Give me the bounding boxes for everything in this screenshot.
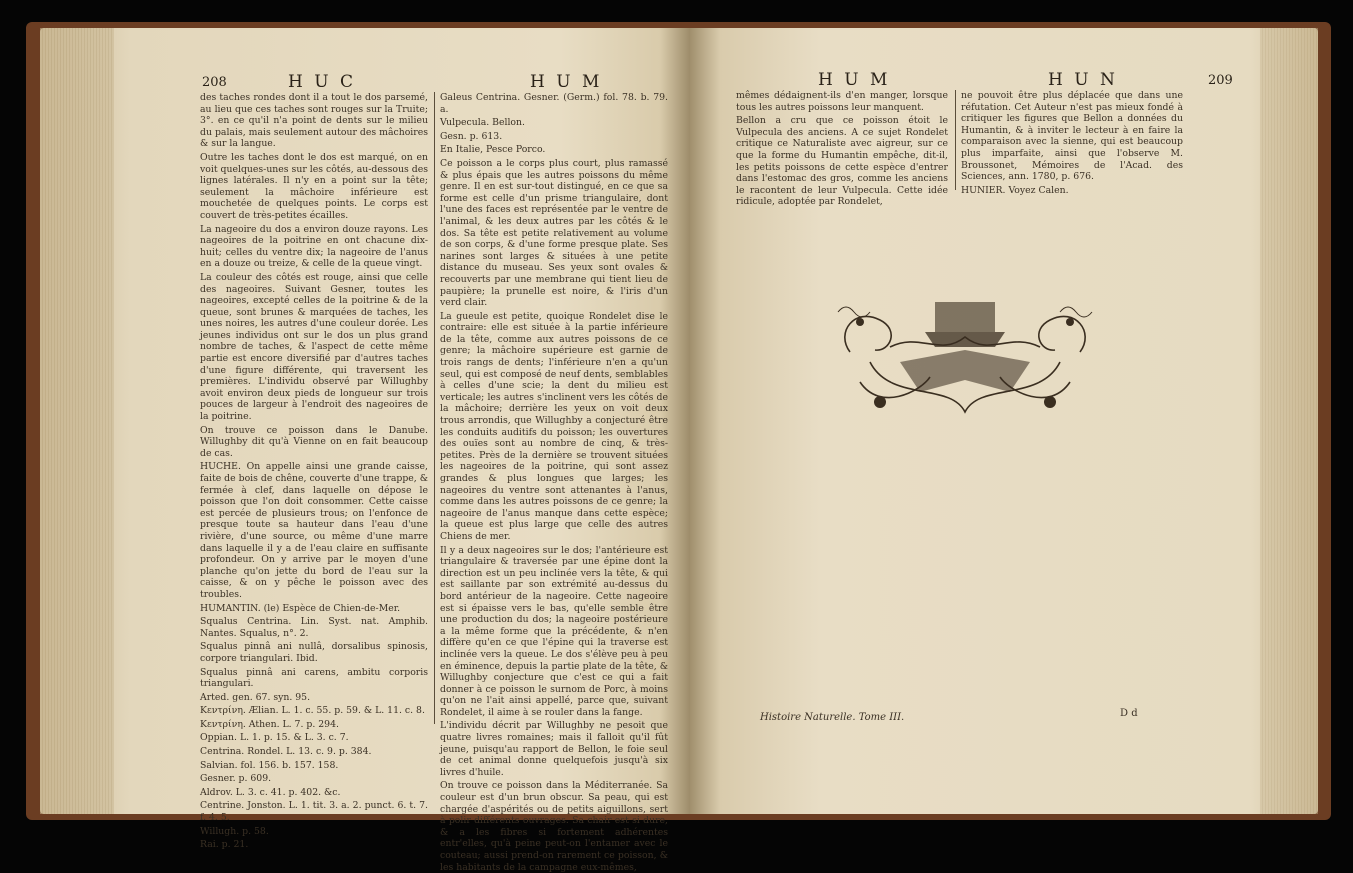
text-paragraph: Outre les taches dont le dos est marqué, on en voit quelques-unes sur les côtés, au-dessous des lignes latérales. Il n'y en a point sur la tête; seulement la mâchoire inférieure est mouchetée de quelques points. Le corps est couvert de très-petites écailles.	[200, 151, 428, 221]
text-paragraph: Galeus Centrina. Gesner. (Germ.) fol. 78. b. 79. a.	[440, 92, 668, 115]
left-page-column-1	[200, 92, 428, 851]
tailpiece-ornament-icon	[830, 292, 1100, 422]
text-paragraph: L'individu décrit par Willughby ne pesoit que quatre livres romaines; mais il falloit qu'il fût jeune, puisqu'au rapport de Bellon, le foie seul de cet animal donne quelquefois jusqu'à six livres d'huile.	[440, 720, 668, 778]
text-paragraph: En Italie, Pesce Porco.	[440, 144, 546, 156]
text-paragraph: Aldrov. L. 3. c. 41. p. 402. &c.	[200, 786, 341, 798]
column-rule	[434, 92, 435, 724]
text-paragraph: Squalus pinnâ ani carens, ambitu corporis triangulari.	[200, 666, 428, 690]
text-paragraph: La nageoire du dos a environ douze rayons. Les nageoires de la poitrine en ont chacune dix-huit; celles du ventre dix; la nageoire de l'anus en a douze ou treize, & celle de la queue vingt.	[200, 223, 428, 270]
text-paragraph: Κεντρίνη. Athen. L. 7. p. 294.	[200, 718, 339, 730]
right-running-head-2: H U N	[1048, 70, 1118, 90]
right-page-edges	[1260, 28, 1318, 814]
text-paragraph: des taches rondes dont il a tout le dos parsemé, au lieu que ces taches sont rouges sur la Truite; 3°. en ce qu'il n'a point de dents sur le milieu du palais, mais seulement autour des mâchoires & sur la langue.	[200, 92, 428, 150]
text-paragraph: Squalus pinnâ ani nullâ, dorsalibus spinosis, corpore triangulari. Ibid.	[200, 641, 428, 664]
text-paragraph: Gesner. p. 609.	[200, 773, 272, 785]
text-paragraph: Il y a deux nageoires sur le dos; l'antérieure est triangulaire & traversée par une épine dont la direction est un peu inclinée vers la tête, & qui est saillante par son extrémité au-dessus du bord antérieur de la nageoire. Cette nageoire est si épaisse vers le bas, qu'elle semble être une production du dos; la nageoire postérieure a la même forme que la précédente, & n'en diffère qu'en ce que l'épine qui la traverse est inclinée vers la queue. Le dos s'élève peu à peu en éminence, depuis la partie plate de la tête, & Willughby conjecture que c'est ce qui a fait donner à ce poisson le surnom de Porc, à moins qu'on ne l'ait ainsi appellé, parce que, suivant Rondelet, il aime à se rouler dans la fange.	[440, 544, 668, 718]
left-running-head-2: H U M	[530, 72, 603, 92]
left-page-edges	[40, 28, 114, 814]
left-running-head-1: H U C	[288, 72, 356, 92]
text-paragraph: Oppian. L. 1. p. 15. & L. 3. c. 7.	[200, 732, 349, 744]
text-paragraph: ne pouvoit être plus déplacée que dans une réfutation. Cet Auteur n'est pas mieux fondé à critiquer les figures que Bellon a données du Humantin, & à inviter le lecteur à en faire la comparaison avec la sienne, qui est beaucoup plus imparfaite, ainsi que l'observe M. Broussonet, Mémoires de l'Acad. des Sciences, ann. 1780, p. 676.	[961, 90, 1183, 183]
right-page-column-2	[961, 90, 1183, 196]
column-rule-right	[955, 90, 956, 190]
text-paragraph: Κεντρίνη. Ælian. L. 1. c. 55. p. 59. & L. 11. c. 8.	[200, 705, 425, 717]
right-page-number: 209	[1208, 73, 1233, 88]
text-paragraph: La couleur des côtés est rouge, ainsi que celle des nageoires. Suivant Gesner, toutes les nageoires, excepté celles de la poitrine & de la queue, sont brunes & marquées de taches, les unes noires, les autres d'une couleur dorée. Les jeunes individus ont sur le dos un plus grand nombre de taches, & l'aspect de cette même partie est encore diversifié par d'autres taches d'une figure différente, qui traversent les premières. L'individu observé par Willughby avoit environ deux pieds de longueur sur trois pouces de largeur à l'endroit des nageoires de la poitrine.	[200, 271, 428, 423]
right-page-column-1	[736, 90, 948, 208]
text-paragraph: Centrina. Rondel. L. 13. c. 9. p. 384.	[200, 746, 372, 758]
text-paragraph: On trouve ce poisson dans le Danube. Willughby dit qu'à Vienne on en fait beaucoup de cas.	[200, 424, 428, 459]
text-paragraph: Salvian. fol. 156. b. 157. 158.	[200, 759, 339, 771]
footer-title: Histoire Naturelle. Tome III.	[760, 712, 905, 723]
text-paragraph: Rai. p. 21.	[200, 839, 249, 851]
text-paragraph: Willugh. p. 58.	[200, 825, 269, 837]
text-paragraph: Squalus Centrina. Lin. Syst. nat. Amphib. Nantes. Squalus, n°. 2.	[200, 616, 428, 639]
text-paragraph: Vulpecula. Bellon.	[440, 117, 525, 129]
text-paragraph: Ce poisson a le corps plus court, plus ramassé & plus épais que les autres poissons du même genre. Il en est sur-tout distingué, en ce que sa forme est celle d'un prisme triangulaire, dont l'une des faces est représentée par le ventre de l'animal, & les deux autres par les côtés & le dos. Sa tête est petite relativement au volume de son corps, & d'une forme presque plate. Ses narines sont larges & situées à une petite distance du museau. Ses yeux sont ovales & recouverts par une membrane qui tient lieu de paupière; la prunelle est noire, & l'iris d'un verd clair.	[440, 157, 668, 309]
text-paragraph: Gesn. p. 613.	[440, 130, 503, 142]
right-running-head-1: H U M	[818, 70, 891, 90]
text-paragraph: HUCHE. On appelle ainsi une grande caisse, faite de bois de chêne, couverte d'une trappe, & fermée à clef, dans laquelle on dépose le poisson que l'on doit consommer. Cette caisse est percée de plusieurs trous; on l'enfonce de presque toute sa hauteur dans l'eau d'une rivière, d'une source, ou même d'une marre dans laquelle il y a de l'eau claire en suffisante profondeur. On y arrive par le moyen d'une planche qu'on jette du bord de l'eau sur la caisse, & on y pêche le poisson avec des troubles.	[200, 461, 428, 600]
text-paragraph: Arted. gen. 67. syn. 95.	[200, 691, 311, 703]
text-paragraph: Bellon a cru que ce poisson étoit le Vulpecula des anciens. A ce sujet Rondelet critique ce Naturaliste avec aigreur, sur ce que la forme du Humantin empêche, dit-il, les petits poissons de cette espèce d'entrer dans l'estomac des gros, comme les anciens le racontent de leur Vulpecula. Cette idée ridicule, adoptée par Rondelet,	[736, 115, 948, 208]
text-paragraph: On trouve ce poisson dans la Méditerranée. Sa couleur est d'un brun obscur. Sa peau, qui est chargée d'aspérités ou de petits aiguillons, sert à polir différents ouvrages. Sa chair est si dure, & a les fibres si fortement adhérentes entr'elles, qu'à peine peut-on l'entamer avec le couteau; aussi prend-on rarement ce poisson, & les habitants de la campagne eux-mêmes,	[440, 780, 668, 873]
text-paragraph: HUMANTIN. (le) Espèce de Chien-de-Mer.	[200, 602, 401, 614]
signature-mark: D d	[1120, 708, 1138, 719]
text-paragraph: Centrine. Jonston. L. 1. tit. 3. a. 2. punct. 6. t. 7. f. 4. 5.	[200, 800, 428, 824]
left-page-number: 208	[202, 75, 227, 90]
text-paragraph: mêmes dédaignent-ils d'en manger, lorsque tous les autres poissons leur manquent.	[736, 90, 948, 113]
text-paragraph: HUNIER. Voyez Calen.	[961, 184, 1069, 196]
text-paragraph: La gueule est petite, quoique Rondelet dise le contraire: elle est située à la partie inférieure de la tête, comme aux autres poissons de ce genre; la mâchoire supérieure est garnie de trois rangs de dents; l'inférieure n'en a qu'un seul, qui est composé de neuf dents, semblables à celles d'une scie; la dent du milieu est verticale; les autres s'inclinent vers les côtés de la mâchoire; derrière les yeux on voit deux trous arrondis, que Willughby a conjecturé être les conduits auditifs du poisson; les ouvertures des ouïes sont au nombre de cinq, & très-petites. Près de la dernière se trouvent situées les nageoires de la poitrine, qui sont assez grandes & plus longues que larges; les nageoires du ventre sont attenantes à l'anus, comme dans les autres poissons de ce genre; la nageoire de l'anus manque dans cette espèce; la queue est plus large que celle des autres Chiens de mer.	[440, 310, 668, 542]
left-page-column-2	[440, 92, 668, 873]
